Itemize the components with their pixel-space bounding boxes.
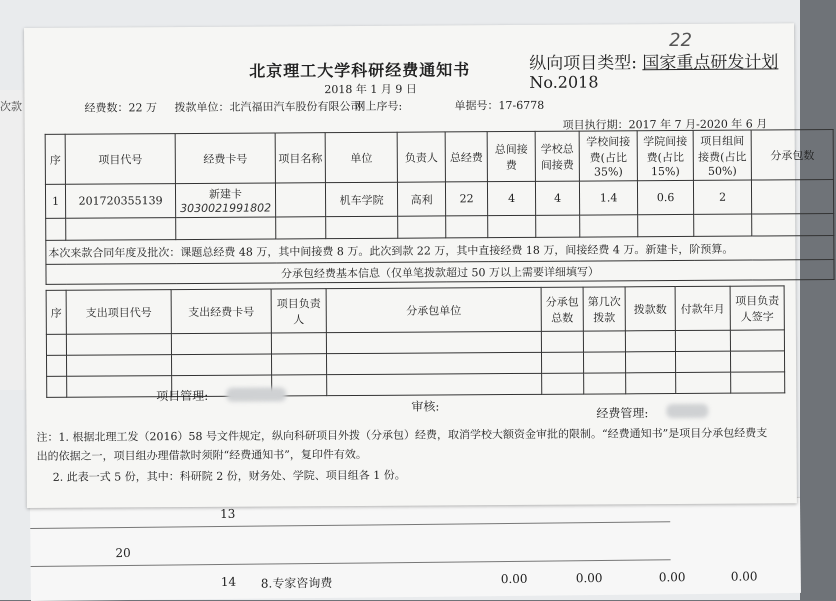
execution-period: 项目执行期：2017 年 7 月-2020 年 6 月: [562, 117, 768, 132]
column-header: 学校间接费(占比 35%): [579, 131, 637, 181]
column-header: 学院间接费(占比 15%): [637, 130, 693, 180]
budget-row-label: 8.专家咨询费: [260, 575, 333, 591]
table-header-row: [46, 286, 784, 335]
note-line-3: 2. 此表一式 5 份，其中：科研院 2 份，财务处、学院、项目组各 1 份。: [52, 468, 406, 484]
funding-notice-document: [24, 23, 815, 508]
cell-total-indirect: 4: [487, 181, 535, 215]
cell-subcontract: [751, 180, 833, 215]
subcontract-title-row: [46, 260, 834, 285]
funding-amount: 经费数：22 万: [84, 101, 158, 115]
column-header: 经费卡号: [175, 133, 275, 184]
cell-college-indirect: 0.6: [637, 180, 693, 214]
column-header: 第几次拨款: [583, 287, 625, 331]
project-manager-label: 项目管理:: [156, 388, 209, 404]
budget-row: [31, 567, 758, 596]
subcontract-table: [46, 285, 786, 398]
left-edge-text: 次款: [0, 100, 22, 113]
column-header: 拨款数: [625, 287, 675, 331]
table-header-row: [45, 130, 833, 185]
document-title: 北京理工大学科研经费通知书: [249, 60, 471, 81]
redacted-name: [226, 387, 286, 401]
note-line-1: 注：1. 根据北理工发（2016）58 号文件规定，纵向科研项目外拨（分承包）经费，取消学校大额资金审批的限制。“经费通知书”是项目分承包经费支: [36, 426, 768, 444]
cell-leader: 高利: [397, 182, 445, 216]
cell-unit: 机车学院: [325, 182, 397, 216]
budget-row: [30, 537, 670, 567]
cell-project-name: [275, 183, 325, 217]
project-type-value: 国家重点研发计划: [642, 52, 779, 74]
column-header: 序: [46, 290, 66, 334]
budget-row-number: 13: [220, 506, 236, 522]
cell-card-number: [175, 183, 275, 218]
column-header: 总经费: [445, 132, 487, 182]
card-printed-text: 新建卡: [208, 187, 243, 201]
column-header: 项目名称: [275, 133, 325, 183]
column-header: 付款年月: [675, 286, 730, 330]
budget-value: 0.00: [658, 570, 686, 585]
column-header: 项目负责人: [271, 289, 326, 333]
document-id: 单据号：17-6778: [454, 98, 545, 113]
budget-value: 0.00: [575, 571, 603, 586]
table-row: [45, 180, 833, 219]
column-header: 负责人: [397, 132, 445, 182]
cell-school-indirect: 1.4: [579, 181, 637, 215]
column-header: 分承包数: [751, 130, 833, 180]
budget-value: 0.00: [500, 571, 528, 587]
budget-row-number: 20: [115, 545, 131, 561]
column-header: 项目组间接费(占比 50%): [693, 130, 751, 180]
cell-school-total-indirect: 4: [535, 181, 579, 215]
column-header: 总间接费: [487, 131, 535, 181]
funding-summary: 本次来款合同年度及批次：课题总经费 48 万，其中间接费 8 万。此次到款 22 万，其中直接经费 18 万，间接经费 4 万。新建卡，阶预算。: [46, 236, 834, 265]
document-date: 2018 年 1 月 9 日: [324, 82, 417, 97]
finance-label: 经费管理:: [596, 406, 649, 421]
online-number: 网上序号:: [354, 99, 403, 113]
column-header: 单位: [325, 132, 397, 182]
handwritten-mark: 22: [669, 29, 693, 52]
payer-unit: 拨款单位：北汽福田汽车股份有限公司: [174, 99, 362, 115]
cell-project-code: 201720355139: [65, 184, 175, 219]
cell-total: 22: [445, 182, 487, 216]
column-header: 学校总间接费: [535, 131, 579, 181]
redacted-name: [666, 404, 708, 418]
column-header: 分承包总数: [541, 287, 583, 331]
document-number: No.2018: [529, 72, 599, 92]
budget-value: 0.00: [730, 569, 758, 584]
card-handwritten-number: 3030021991802: [180, 201, 272, 216]
column-header: 分承包单位: [326, 287, 541, 332]
column-header: 项目代号: [65, 134, 175, 185]
column-header: 支出经费卡号: [171, 289, 271, 334]
column-header: 项目负责人签字: [730, 286, 784, 330]
note-line-2: 出的依据之一，项目组办理借款时须附“经费通知书”，复印件有效。: [36, 447, 367, 463]
cell-seq: 1: [45, 184, 65, 218]
review-label: 审核:: [411, 399, 440, 414]
budget-row-number: 14: [220, 574, 237, 590]
budget-sheet-underneath: [30, 497, 801, 601]
project-type: [529, 47, 778, 74]
project-type-label: 纵向项目类型:: [529, 53, 638, 74]
main-funding-table: [45, 129, 835, 285]
subcontract-title: 分承包经费基本信息（仅单笔拨款超过 50 万以上需要详细填写）: [46, 260, 834, 285]
cell-group-indirect: 2: [693, 180, 751, 214]
column-header: 序: [45, 134, 65, 184]
column-header: 支出项目代号: [66, 290, 171, 335]
